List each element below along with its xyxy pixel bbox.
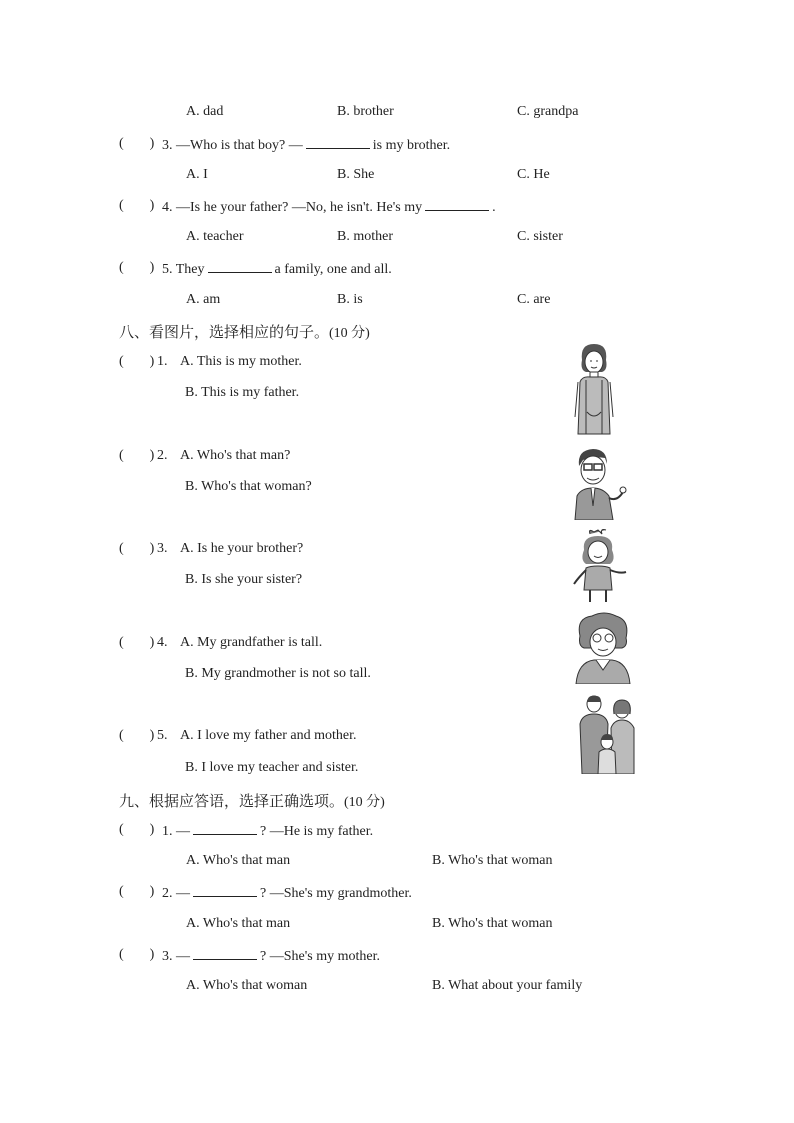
option-b: B. This is my father. (185, 385, 300, 400)
option-b: B. is (337, 292, 363, 307)
option-a: A. teacher (186, 229, 244, 244)
question-stem: 1. — ? —He is my father. (162, 824, 374, 839)
option-b: B. What about your family (432, 978, 583, 993)
option-c: C. are (517, 292, 551, 307)
option-a: A. Who's that man? (180, 448, 291, 463)
question-number: 3. (157, 541, 168, 556)
family-picture (574, 694, 638, 774)
mother-picture (572, 342, 616, 436)
option-a: A. Who's that woman (186, 978, 308, 993)
answer-blank[interactable] (193, 947, 257, 960)
question-number: 5. (157, 728, 168, 743)
option-a: A. dad (186, 104, 224, 119)
answer-blank[interactable] (193, 884, 257, 897)
answer-paren[interactable]: ( ) (119, 947, 155, 962)
answer-blank[interactable] (208, 260, 272, 273)
question-number: 2. (157, 448, 168, 463)
option-a: A. This is my mother. (180, 354, 302, 369)
question-stem: 5. They a family, one and all. (162, 262, 392, 277)
answer-blank[interactable] (306, 136, 370, 149)
question-number: 4. (157, 635, 168, 650)
option-c: C. sister (517, 229, 563, 244)
question-stem: 3. —Who is that boy? — is my brother. (162, 138, 451, 153)
option-b: B. I love my teacher and sister. (185, 760, 359, 775)
question-stem: 3. — ? —She's my mother. (162, 949, 380, 964)
answer-blank[interactable] (193, 822, 257, 835)
option-b: B. mother (337, 229, 393, 244)
option-a: A. Is he your brother? (180, 541, 304, 556)
answer-paren[interactable]: ( ) (119, 728, 155, 743)
question-stem: 4. —Is he your father? —No, he isn't. He's my . (162, 200, 496, 215)
section-8-heading: 八、看图片，选择相应的句子。(10 分) (119, 323, 370, 341)
option-c: C. grandpa (517, 104, 579, 119)
option-a: A. Who's that man (186, 853, 291, 868)
option-b: B. Who's that woman? (185, 479, 312, 494)
girl-picture (570, 528, 634, 602)
answer-blank[interactable] (425, 198, 489, 211)
option-b: B. Is she your sister? (185, 572, 303, 587)
answer-paren[interactable]: ( ) (119, 884, 155, 899)
option-b: B. brother (337, 104, 394, 119)
question-stem: 2. — ? —She's my grandmother. (162, 886, 412, 901)
question-number: 1. (157, 354, 168, 369)
answer-paren[interactable]: ( ) (119, 822, 155, 837)
man-picture (573, 446, 629, 520)
option-a: A. My grandfather is tall. (180, 635, 323, 650)
option-b: B. My grandmother is not so tall. (185, 666, 371, 681)
answer-paren[interactable]: ( ) (119, 198, 155, 213)
option-a: A. I (186, 167, 208, 182)
option-a: A. Who's that man (186, 916, 291, 931)
answer-paren[interactable]: ( ) (119, 260, 155, 275)
option-a: A. I love my father and mother. (180, 728, 357, 743)
answer-paren[interactable]: ( ) (119, 136, 155, 151)
option-b: B. Who's that woman (432, 916, 553, 931)
answer-paren[interactable]: ( ) (119, 541, 155, 556)
answer-paren[interactable]: ( ) (119, 635, 155, 650)
option-a: A. am (186, 292, 221, 307)
grandmother-picture (574, 612, 632, 684)
option-c: C. He (517, 167, 550, 182)
option-b: B. She (337, 167, 375, 182)
option-b: B. Who's that woman (432, 853, 553, 868)
answer-paren[interactable]: ( ) (119, 448, 155, 463)
section-9-heading: 九、根据应答语，选择正确选项。(10 分) (119, 792, 385, 810)
answer-paren[interactable]: ( ) (119, 354, 155, 369)
